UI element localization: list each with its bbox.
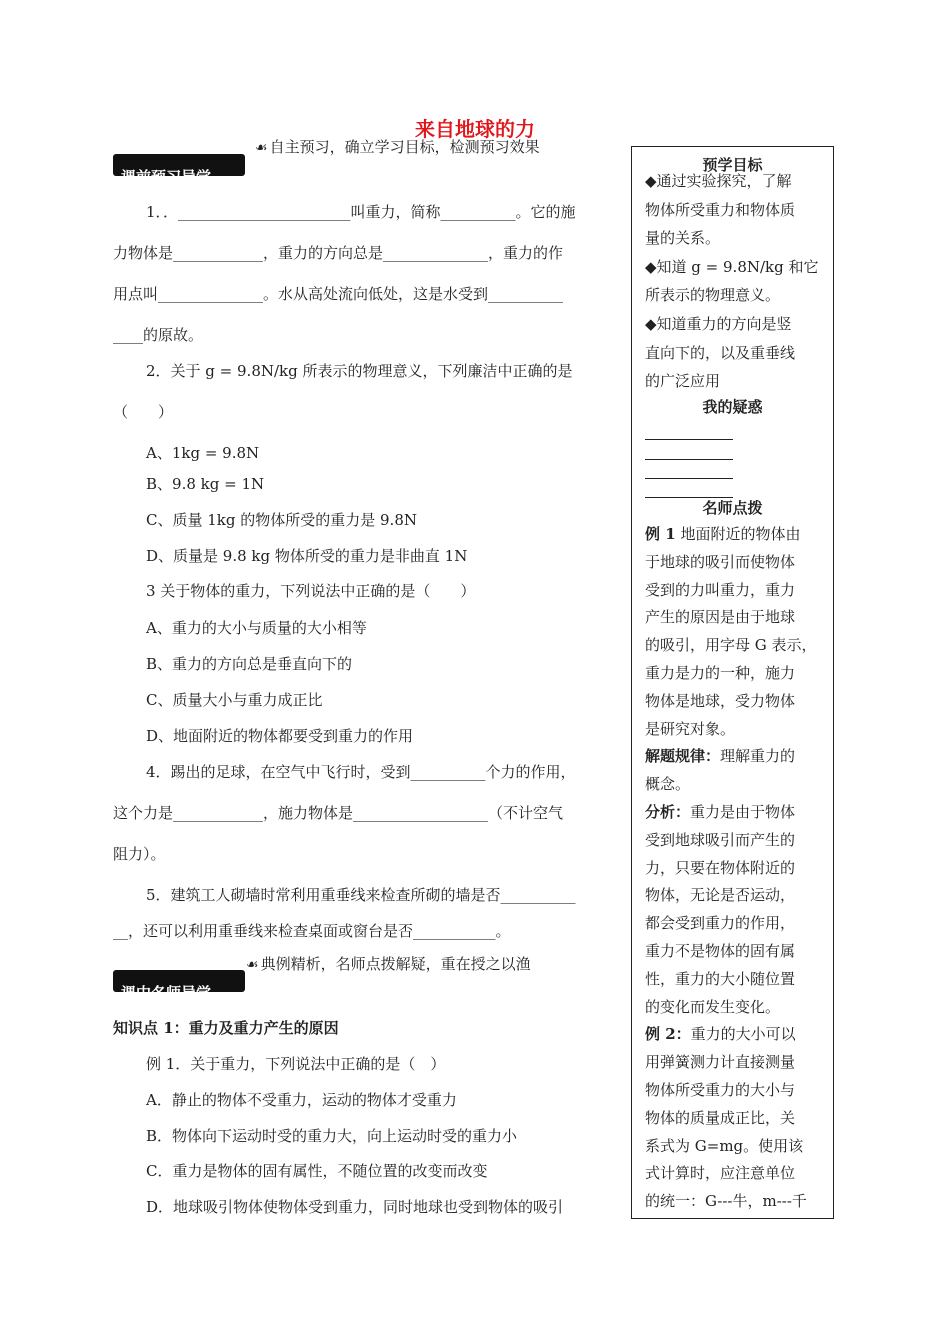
tip-text: 物体是地球，受力物体 [645,691,796,710]
goals-heading: 预学目标 [702,156,763,174]
tip-label: 例 1 [645,525,676,543]
tip-text: 性，重力的大小随位置 [645,969,796,988]
section2-tab-label: 课中名师导学 [121,984,212,1002]
tip-line [645,858,795,878]
tip-line [645,774,690,794]
tip-line [645,746,795,766]
tip-label: 分析： [645,803,691,821]
tip-line [645,635,817,655]
tip-text: 重力是由于物体 [690,803,796,821]
tip-line [645,1191,807,1211]
tip-text: 用弹簧测力计直接测量 [645,1053,796,1072]
question-line: C、质量大小与重力成正比 [146,691,323,709]
section1-subtitle [255,136,540,157]
question-line: 力物体是____________，重力的方向总是______________，重力的作 [113,244,564,262]
question-line: （ ） [113,403,174,421]
page-title: 来自地球的力 [415,117,535,141]
question-line: 5．建筑工人砌墙时常利用重垂线来检查所砌的墙是否__________ [146,886,576,904]
example1-option: C．重力是物体的固有属性，不随位置的改变而改变 [146,1162,488,1180]
question-line: D、地面附近的物体都要受到重力的作用 [146,727,414,745]
question-line: D、质量是 9.8 kg 物体所受的重力是非曲直 1N [146,547,468,565]
question-line: 4．踢出的足球，在空气中飞行时，受到__________个力的作用， [146,763,576,781]
question-line: ____的原故。 [113,326,204,344]
tip-text: 重力的大小可以 [690,1025,796,1044]
question-line: A、重力的大小与质量的大小相等 [146,619,367,637]
goal-line: 量的关系。 [645,229,721,248]
tip-text: 受到地球吸引而产生的 [645,830,796,849]
goal-line: 所表示的物理意义。 [645,286,781,305]
tip-text: 力，只要在物体附近的 [645,858,796,877]
tip-text: 的统一：G---牛，m---千 [645,1192,807,1211]
tips-heading: 名师点拨 [702,499,763,517]
doubt-blank-line [645,459,733,460]
goal-line: 物体所受重力和物体质 [645,200,796,219]
tip-line [645,1163,795,1183]
tip-text: 理解重力的 [720,747,796,766]
section2-subtitle-text: 典例精析，名师点拨解疑，重在授之以渔 [260,955,531,973]
tip-line [645,997,780,1017]
tip-label: 解题规律： [645,747,721,766]
question-line: 用点叫______________。水从高处流向低处，这是水受到__________ [113,285,564,303]
section1-tab-label: 课前预习导学 [121,168,212,186]
tip-text: 物体所受重力的大小与 [645,1081,796,1099]
tip-line [645,802,795,822]
tip-text: 的变化而发生变化。 [645,997,781,1016]
ornament-icon: ☙ [255,140,268,156]
example1-option: A．静止的物体不受重力，运动的物体才受重力 [146,1091,457,1109]
question-line: __，还可以利用重垂线来检查桌面或窗台是否___________。 [113,922,511,940]
tip-text: 受到的力叫重力，重力 [645,580,796,599]
doubts-heading: 我的疑惑 [702,398,763,416]
ornament-icon: ☙ [246,957,259,973]
question-line: A、1kg = 9.8N [146,444,260,462]
doubt-blank-line [645,439,733,440]
goal-line: 直向下的，以及重垂线 [645,343,796,362]
tip-text: 物体的质量成正比，关 [645,1108,796,1127]
tip-line [645,969,795,989]
goal-line: 的广泛应用 [645,372,721,391]
tip-line [645,1080,795,1100]
example1-option: B．物体向下运动时受的重力大，向上运动时受的重力小 [146,1127,518,1145]
example1-option: D．地球吸引物体使物体受到重力，同时地球也受到物体的吸引 [146,1198,564,1216]
tip-line [645,1052,795,1072]
question-line: 阻力）。 [113,845,166,863]
tip-text: 的吸引，用字母 G 表示， [645,636,817,655]
tip-line [645,913,795,933]
tip-label: 例 2： [645,1025,691,1044]
tip-line [645,663,795,683]
tip-text: 都会受到重力的作用， [645,914,796,933]
question-line: 这个力是____________，施力物体是__________________（不计空气 [113,804,564,822]
question-line: 2．关于 g = 9.8N/kg 所表示的物理意义，下列廉洁中正确的是 [146,362,573,380]
tip-line [645,830,795,850]
section1-tab [113,154,245,186]
tip-text: 重力不是物体的固有属 [645,942,796,960]
question-line: C、质量 1kg 的物体所受的重力是 9.8N [146,511,417,529]
tip-text: 产生的原因是由于地球 [645,608,796,627]
goal-line: ◆知道重力的方向是竖 [645,315,792,333]
tip-text: 于地球的吸引而使物体 [645,552,796,571]
tip-text: 概念。 [645,775,691,794]
section2-subtitle [246,953,531,974]
goal-line: ◆知道 g = 9.8N/kg 和它 [645,257,819,276]
tip-line [645,941,795,961]
tip-line [645,885,795,905]
tip-line [645,1136,803,1156]
tip-line [645,607,795,627]
section1-subtitle-text: 自主预习，确立学习目标，检测预习效果 [269,138,540,156]
tip-text: 地面附近的物体由 [675,525,801,543]
tip-text: 物体，无论是否运动， [645,886,796,905]
tip-line [645,552,795,572]
tip-line [645,524,800,544]
tip-text: 重力是力的一种，施力 [645,664,796,682]
tip-line [645,719,735,739]
tip-text: 是研究对象。 [645,719,736,738]
knowledge-point-heading: 知识点 1：重力及重力产生的原因 [113,1019,339,1037]
question-line: B、重力的方向总是垂直向下的 [146,655,353,673]
tip-line [645,691,795,711]
tip-text: 式计算时，应注意单位 [645,1164,796,1183]
question-line: 3 关于物体的重力，下列说法中正确的是（ ） [146,582,476,600]
doubt-blank-line [645,478,733,479]
example1-stem: 例 1．关于重力，下列说法中正确的是（ ） [146,1055,446,1073]
section2-tab [113,970,245,1002]
tip-line [645,580,795,600]
tip-line [645,1108,795,1128]
question-line: 1．．_______________________叫重力，简称__________。它的施 [146,203,576,221]
tip-line [645,1024,796,1044]
tip-text: 系式为 G=mg。使用该 [645,1136,804,1155]
question-line: B、9.8 kg = 1N [146,475,265,493]
goal-line: ◆通过实验探究，了解 [645,172,792,190]
